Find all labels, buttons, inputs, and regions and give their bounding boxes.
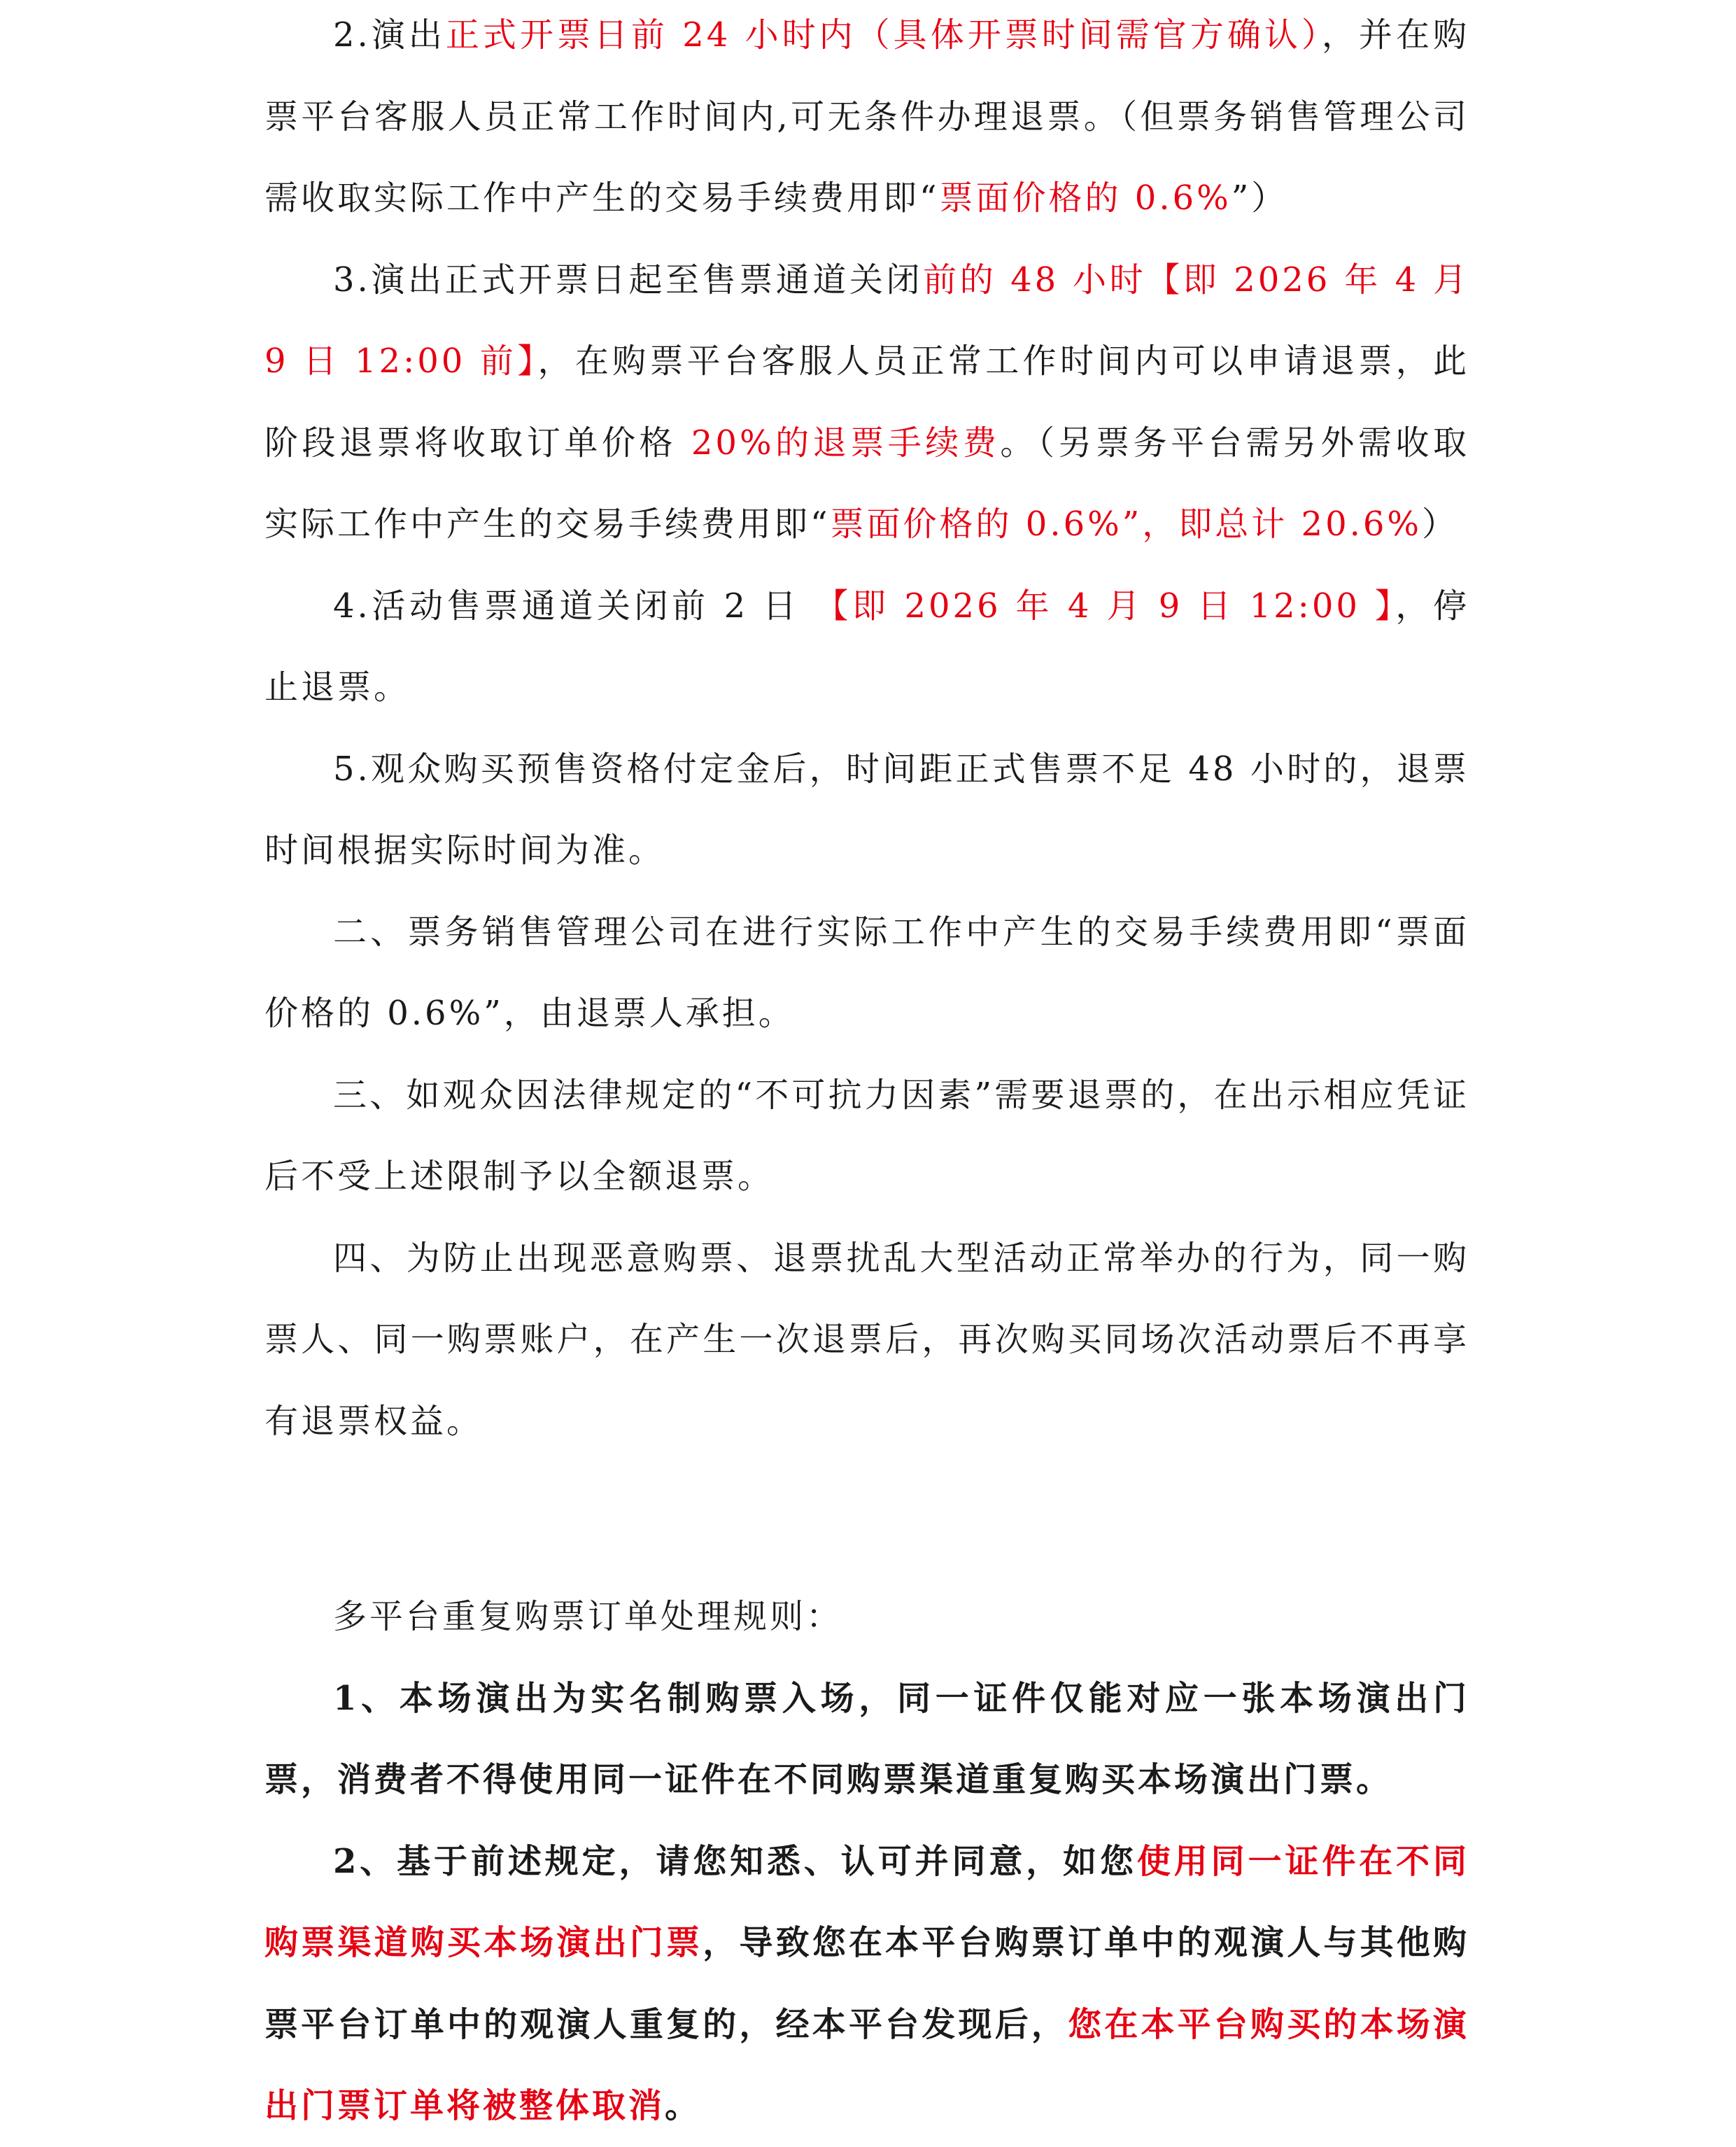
- duplicate-rule-2: [264, 1821, 1469, 2147]
- refund-item-3: [264, 239, 1469, 565]
- duplicate-rule-1: 1、本场演出为实名制购票入场，同一证件仅能对应一张本场演出门票，消费者不得使用同一证件在不同购票渠道重复购买本场演出门票。: [264, 1678, 1469, 1799]
- refund-item-2-window: 正式开票日前 24 小时内（具体开票时间需官方确认）: [445, 15, 1322, 55]
- refund-item-2-prefix: 2.演出: [333, 15, 446, 55]
- refund-item-2-fee: 票面价格的 0.6%: [939, 178, 1232, 218]
- duplicate-rules-heading: 多平台重复购票订单处理规则：: [333, 1597, 843, 1636]
- refund-item-4: [264, 565, 1469, 728]
- refund-item-5: 5.观众购买预售资格付定金后，时间距正式售票不足 48 小时的，退票时间根据实际时间为准。: [264, 749, 1469, 870]
- refund-item-4-end: ，停止退票。: [264, 586, 1469, 707]
- duplicate-rule-2-text: ，导致您在本平台购票订单中的观演人与其他购票平台订单中的观演人重复的，经本平台发现后，: [264, 1923, 1469, 2044]
- refund-section-3: 三、如观众因法律规定的“不可抗力因素”需要退票的，在出示相应凭证后不受上述限制予以全额退票。: [264, 1075, 1469, 1196]
- duplicate-rule-2-prefix: 2、基于前述规定，请您知悉、认可并同意，如您: [333, 1841, 1137, 1881]
- refund-item-3-fee: 20%的退票手续费: [691, 423, 1001, 463]
- refund-item-3-total: 票面价格的 0.6%”，即总计 20.6%: [830, 505, 1423, 544]
- section-spacer: [264, 1462, 1469, 1576]
- refund-item-3-prefix: 3.演出正式开票日起至售票通道关闭: [333, 260, 924, 300]
- duplicate-rule-2-condition: 使用同一证件在不同购票渠道购买本场演出门票: [264, 1841, 1469, 1962]
- refund-item-3-text-2: 。（另票务平台需另外需收取实际工作中产生的交易手续费用即“: [264, 423, 1469, 544]
- refund-item-2-end: ”）: [1231, 178, 1288, 218]
- refund-item-4-date: 【即 2026 年 4 月 9 日 12:00 】: [814, 586, 1396, 626]
- refund-item-2-text: ，并在购票平台客服人员正常工作时间内,可无条件办理退票。（但票务销售管理公司需收取实际工作中产生的交易手续费用即“: [264, 15, 1469, 218]
- duplicate-rule-2-consequence: 您在本平台购买的本场演出门票订单将被整体取消: [264, 2004, 1469, 2125]
- refund-item-3-deadline: 前的 48 小时【即 2026 年 4 月 9 日 12:00 前】: [264, 260, 1469, 381]
- duplicate-rule-2-end: 。: [665, 2086, 702, 2125]
- refund-item-3-end: ）: [1422, 505, 1459, 544]
- refund-item-2: [264, 0, 1469, 239]
- refund-section-4: 四、为防止出现恶意购票、退票扰乱大型活动正常举办的行为，同一购票人、同一购票账户，在产生一次退票后，再次购买同场次活动票后不再享有退票权益。: [264, 1238, 1469, 1441]
- refund-item-3-text: ，在购票平台客服人员正常工作时间内可以申请退票，此阶段退票将收取订单价格: [264, 342, 1469, 463]
- refund-section-2: 二、票务销售管理公司在进行实际工作中产生的交易手续费用即“票面价格的 0.6%”，由退票人承担。: [264, 912, 1469, 1033]
- document-page: [264, 0, 1469, 2147]
- refund-item-4-prefix: 4.活动售票通道关闭前 2 日: [333, 586, 815, 626]
